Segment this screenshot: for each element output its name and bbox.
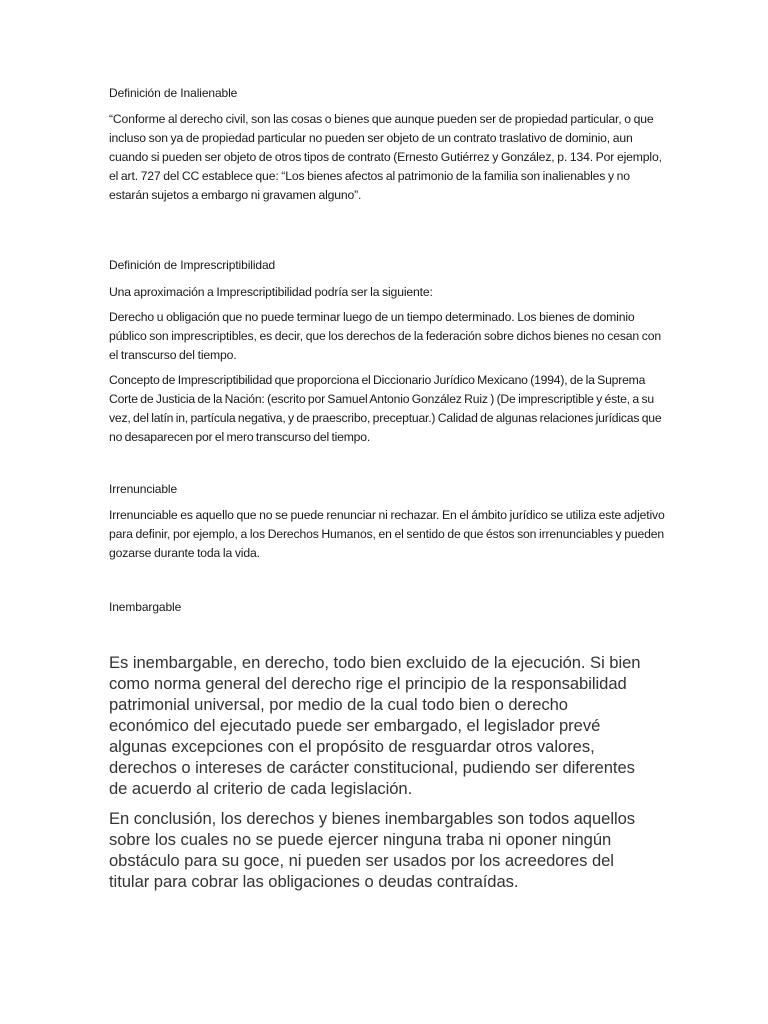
heading-inalienable: Definición de Inalienable	[109, 86, 238, 100]
heading-irrenunciable: Irrenunciable	[109, 482, 178, 496]
section-irrenunciable-body	[109, 506, 669, 563]
section-imprescriptibilidad	[109, 258, 669, 273]
paragraph-inembargable-2: En conclusión, los derechos y bienes inembargables son todos aquellos sobre los cuales no se puede ejercer ninguna traba ni oponer ningún obstáculo para su goce, ni pueden ser usados por los acreedores del titular para cobrar las obligaciones o deudas contraídas.	[109, 809, 636, 891]
paragraph-inalienable: “Conforme al derecho civil, son las cosas o bienes que aunque pueden ser de propiedad particular, o que incluso son ya de propiedad particular no pueden ser objeto de un contrato traslativo de dominio, aun cuando si pueden ser objeto de otros tipos de contrato (Ernesto Gutiérrez y González, p. 134. Por ejemplo, el art. 727 del CC establece que: “Los bienes afectos al patrimonio de la familia son inalienables y no estarán sujetos a embargo ni gravamen alguno”.	[109, 112, 662, 202]
section-inalienable-body	[109, 110, 669, 205]
heading-inembargable: Inembargable	[109, 600, 182, 614]
heading-imprescriptibilidad: Definición de Imprescriptibilidad	[109, 258, 276, 272]
section-imprescriptibilidad-p1	[109, 308, 669, 365]
section-imprescriptibilidad-intro	[109, 283, 669, 302]
paragraph-imprescriptibilidad-intro: Una aproximación a Imprescriptibilidad podría ser la siguiente:	[109, 285, 433, 299]
section-inembargable-p2	[109, 808, 669, 892]
section-inalienable	[109, 86, 669, 101]
section-irrenunciable	[109, 482, 669, 497]
section-inembargable	[109, 600, 669, 615]
paragraph-inembargable-1: Es inembargable, en derecho, todo bien excluido de la ejecución. Si bien como norma general del derecho rige el principio de la responsabilidad patrimonial universal, por medio de la cual todo bien o derecho económico del ejecutado puede ser embargado, el legislador prevé algunas excepciones con el propósito de resguardar otros valores, derechos o intereses de carácter constitucional, pudiendo ser diferentes de acuerdo al criterio de cada legislación.	[109, 653, 641, 798]
section-inembargable-p1	[109, 652, 669, 799]
paragraph-imprescriptibilidad-1: Derecho u obligación que no puede terminar luego de un tiempo determinado. Los bienes de dominio público son imprescriptibles, es decir, que los derechos de la federación sobre dichos bienes no cesan con el transcurso del tiempo.	[109, 310, 661, 362]
paragraph-imprescriptibilidad-2: Concepto de Imprescriptibilidad que proporciona el Diccionario Jurídico Mexicano (1994), de la Suprema Corte de Justicia de la Nación: (escrito por Samuel Antonio González Ruiz ) (De imprescriptible y éste, a su vez, del latín in, partícula negativa, y de praescribo, preceptuar.) Calidad de algunas relaciones jurídicas que no desaparecen por el mero transcurso del tiempo.	[109, 373, 662, 444]
section-imprescriptibilidad-p2	[109, 371, 669, 447]
paragraph-irrenunciable: Irrenunciable es aquello que no se puede renunciar ni rechazar. En el ámbito jurídico se utiliza este adjetivo para definir, por ejemplo, a los Derechos Humanos, en el sentido de que éstos son irrenunciables y pueden gozarse durante toda la vida.	[109, 508, 665, 560]
